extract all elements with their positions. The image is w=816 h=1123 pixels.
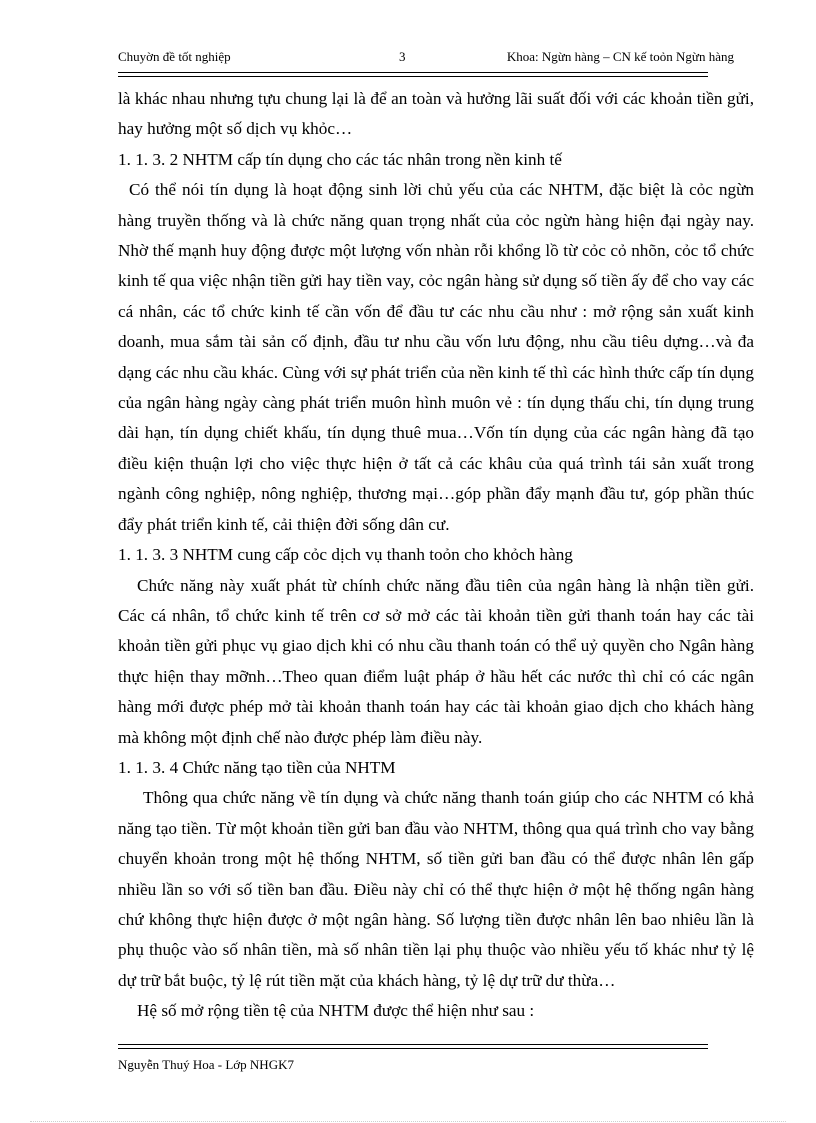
- page-footer: Nguyễn Thuý Hoa - Lớp NHGK7: [118, 1057, 294, 1072]
- paragraph-payment: Chức năng này xuất phát từ chính chức năng đầu tiên của ngân hàng là nhận tiền gửi. Các cá nhân, tổ chức kinh tế trên cơ sở mở các tài khoản tiền gửi thanh toán hay các tài khoản tiền gửi phục vụ giao dịch khi có nhu cầu thanh toán có thể uỷ quyền cho Ngân hàng thực hiện thay mỡnh…Theo quan điểm luật pháp ở hầu hết các nước thì chỉ có các ngân hàng mới được phép mở tài khoản thanh toán hay các tài khoản giao dịch cho khách hàng mà không một định chế nào được phép làm điều này.: [118, 575, 754, 747]
- footer-divider: [118, 1044, 708, 1049]
- section-heading-credit: 1. 1. 3. 2 NHTM cấp tín dụng cho các tác nhân trong nền kinh tế: [118, 149, 562, 169]
- paragraph-credit: Có thể nói tín dụng là hoạt động sinh lời chủ yếu của các NHTM, đặc biệt là cỏc ngừn hàng truyền thống và là chức năng quan trọng nhất của cỏc ngừn hàng hiện đại ngày nay. Nhờ thế mạnh huy động được một lượng vốn nhàn rỗi khổng lồ từ cỏc cỏ nhõn, cỏc tổ chức kinh tế qua việc nhận tiền gửi hay tiền vay, cỏc ngân hàng sử dụng số tiền ấy để cho vay các cá nhân, các tổ chức kinh tế cần vốn để đầu tư các nhu cầu như : mở rộng sản xuất kinh doanh, mua sắm tài sản cố định, đầu tư nhu cầu vốn lưu động, nhu cầu tiêu dựng…và đa dạng các nhu cầu khác. Cùng với sự phát triển của nền kinh tế thì các hình thức cấp tín dụng của ngân hàng ngày càng phát triển muôn hình muôn vẻ : tín dụng thấu chi, tín dụng trung dài hạn, tín dụng chiết khấu, tín dụng thuê mua…Vốn tín dụng của các ngân hàng đã tạo điều kiện thuận lợi cho việc thực hiện ở tất cả các khâu của quá trình tái sản xuất trong ngành công nghiệp, nông nghiệp, thương mại…góp phần đẩy mạnh đầu tư, góp phần thúc đẩy phát triển kinh tế, cải thiện đời sống dân cư.: [118, 180, 754, 534]
- header-faculty: Khoa: Ngừn hàng – CN kế toỏn Ngừn hàng: [506, 49, 734, 64]
- header-divider: [118, 72, 708, 77]
- section-heading-payment: 1. 1. 3. 3 NHTM cung cấp cỏc dịch vụ thanh toỏn cho khỏch hàng: [118, 545, 573, 565]
- paragraph-multiplier-intro: Hệ số mở rộng tiền tệ của NHTM được thể hiện như sau :: [137, 1001, 535, 1021]
- paragraph-money-creation: Thông qua chức năng về tín dụng và chức năng thanh toán giúp cho các NHTM có khả năng tạo tiền. Từ một khoản tiền gửi ban đầu vào NHTM, thông qua quá trình cho vay bằng chuyển khoản trong một hệ thống NHTM, số tiền gửi ban đầu có thể được nhân lên gấp nhiều lần so với số tiền ban đầu. Điều này chỉ có thể thực hiện ở một hệ thống ngân hàng chứ không thực hiện được ở một ngân hàng. Số lượng tiền được nhân lên bao nhiêu lần là phụ thuộc vào số nhân tiền, mà số nhân tiền lại phụ thuộc vào nhiều yếu tố khác như tỷ lệ dự trữ bắt buộc, tỷ lệ rút tiền mặt của khách hàng, tỷ lệ dự trữ dư thừa…: [118, 788, 754, 990]
- section-heading-money-creation: 1. 1. 3. 4 Chức năng tạo tiền của NHTM: [118, 757, 396, 777]
- document-body: [118, 84, 754, 1027]
- page-edge: [30, 1121, 786, 1122]
- page-number: 3: [399, 49, 406, 64]
- page-header: [118, 49, 734, 69]
- paragraph-continuation: là khác nhau nhưng tựu chung lại là để an toàn và hưởng lãi suất đối với các khoản tiền gửi, hay hưởng một số dịch vụ khỏc…: [118, 89, 754, 139]
- header-document-title: Chuyờn đề tốt nghiệp: [118, 49, 231, 64]
